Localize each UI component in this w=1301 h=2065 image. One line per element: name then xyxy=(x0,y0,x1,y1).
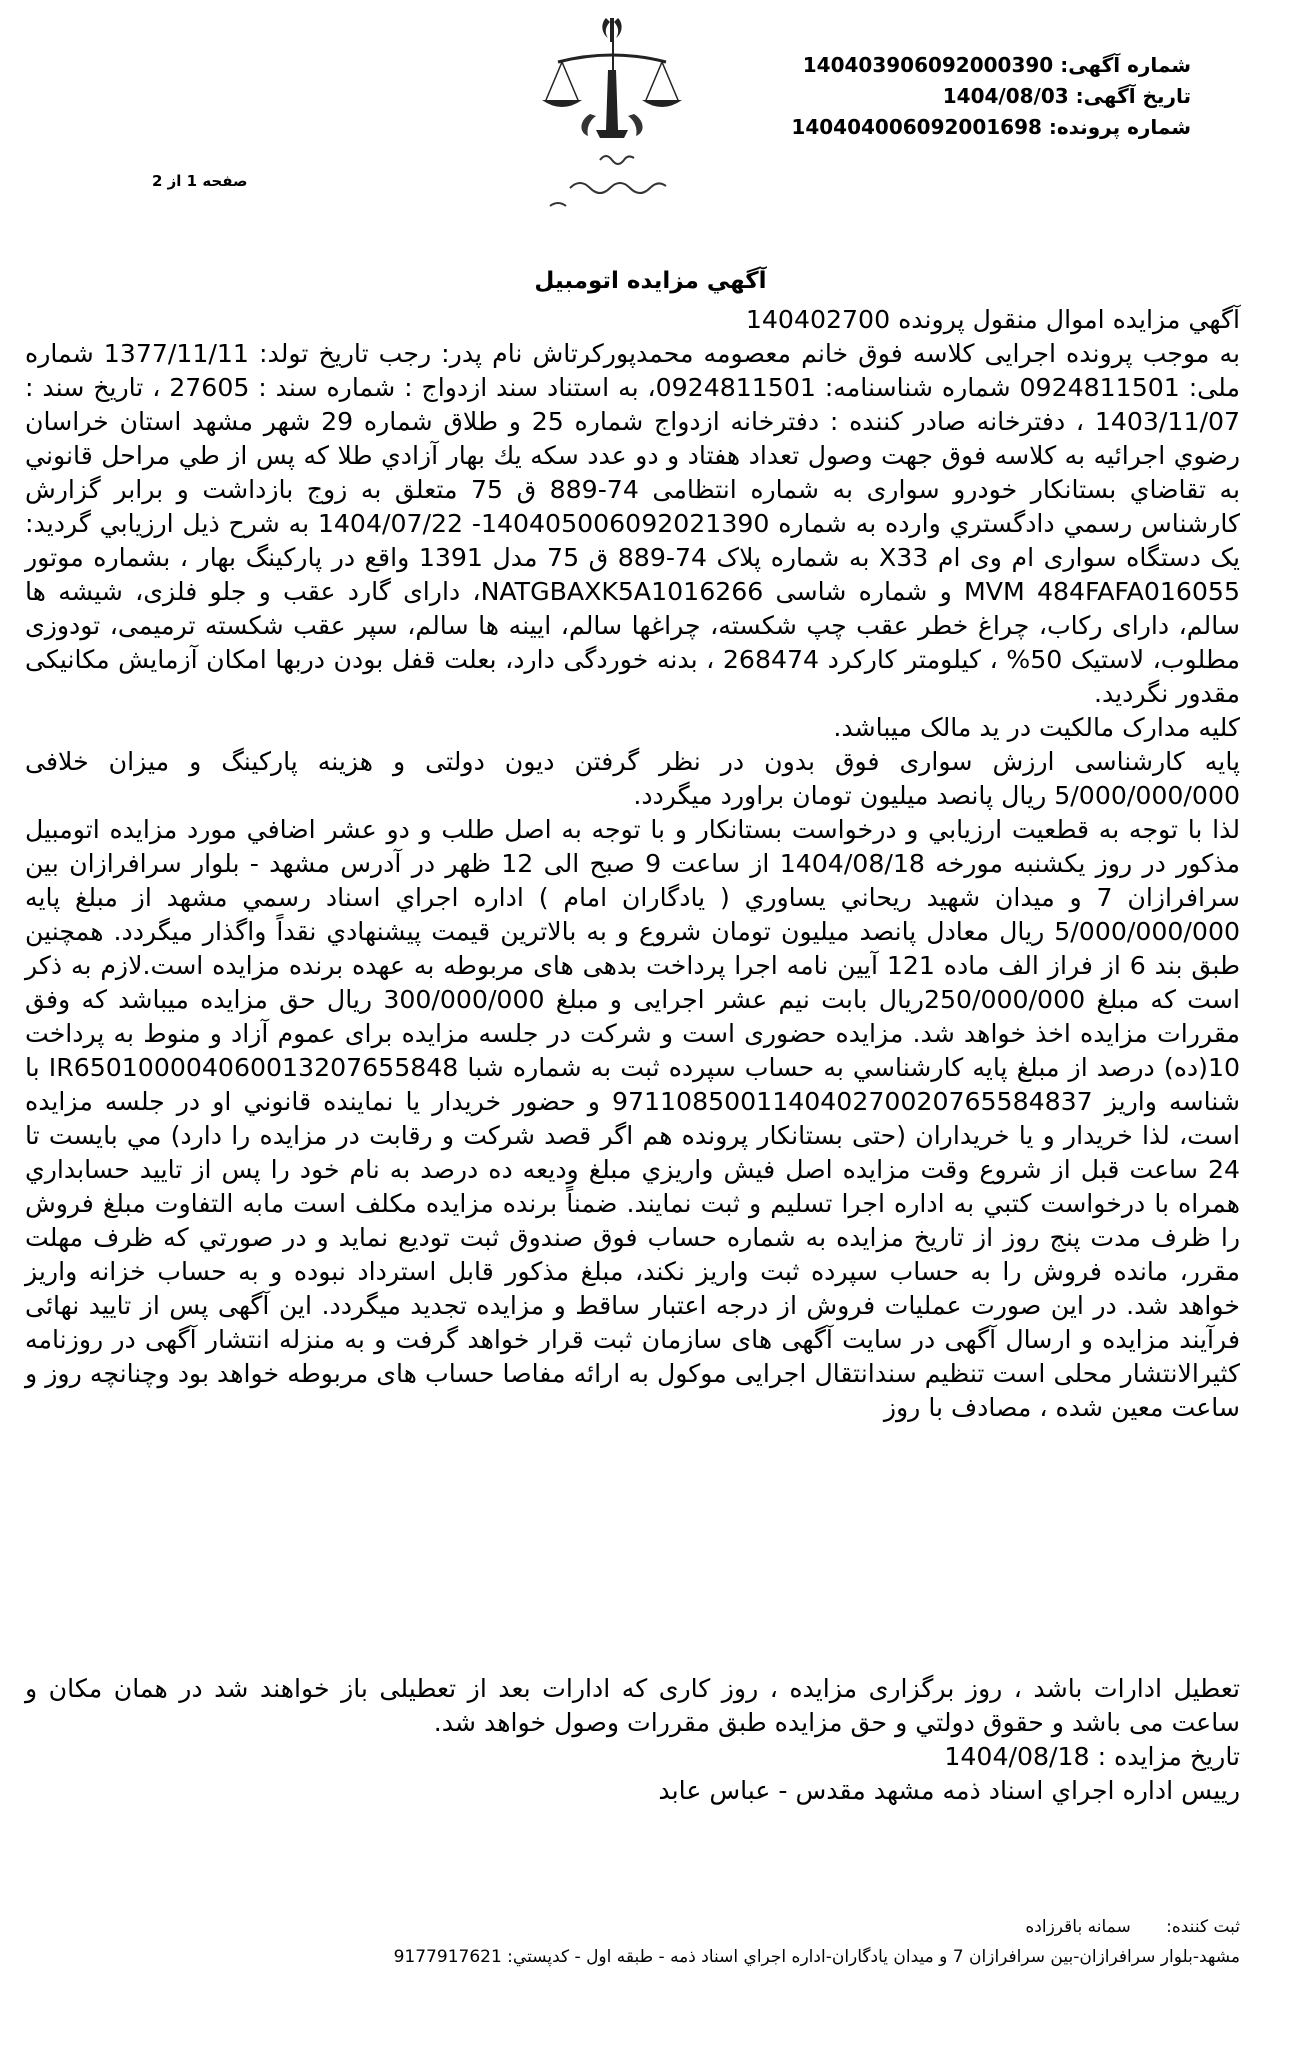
registrant-row xyxy=(25,1917,1240,1937)
footer-address: مشهد-بلوار سرافرازان-بین سرافرازان 7 و میدان یادگاران-اداره اجراي اسناد ذمه - طبقه اول - کدپستي: 9177917621 xyxy=(393,1947,1240,1967)
notice-body xyxy=(25,303,1240,1425)
ad-date-row xyxy=(791,81,1191,112)
case-number: 140404006092001698 xyxy=(791,115,1042,139)
auction-date-line: تاریخ مزایده : 1404/08/18 xyxy=(944,1742,1240,1771)
paragraph-base-value: پایه کارشناسی ارزش سواری فوق بدون در نظر گرفتن دیون دولتی و هزینه پارکینگ و میزان خلافی 5/000/000/000 ریال پانصد میلیون تومان براورد میگردد. xyxy=(25,747,1240,810)
footer xyxy=(25,1917,1240,1967)
notice-subtitle: آگهي مزايده اموال منقول پرونده 140402700 xyxy=(745,305,1240,334)
registrant-label: ثبت کننده: xyxy=(1166,1917,1240,1937)
ad-date-label: تاریخ آگهی: xyxy=(1075,84,1191,108)
ad-date: 1404/08/03 xyxy=(942,84,1069,108)
paragraph-holiday-clause: تعطیل ادارات باشد ، روز برگزاری مزایده ، روز کاری که ادارات بعد از تعطیلی باز خواهند شد در همان مکان و ساعت می باشد و حقوق دولتي و حق مزايده طبق مقررات وصول خواهد شد. xyxy=(25,1674,1240,1737)
registrant-name: سمانه باقرزاده xyxy=(1025,1917,1131,1937)
ad-number-label: شماره آگهی: xyxy=(1060,53,1191,77)
header-metadata xyxy=(791,50,1191,143)
paragraph-ownership: کلیه مدارک مالکیت در ید مالک میباشد. xyxy=(833,713,1240,742)
case-number-row xyxy=(791,112,1191,143)
case-number-label: شماره پرونده: xyxy=(1048,115,1191,139)
notice-title: آگهي مزايده اتومبيل xyxy=(534,268,767,294)
ad-number: 140403906092000390 xyxy=(802,53,1054,77)
ad-number-row xyxy=(791,50,1191,81)
signature-line: رییس اداره اجراي اسناد ذمه مشهد مقدس - عباس عابد xyxy=(658,1776,1240,1805)
page-indicator: صفحه 1 از 2 xyxy=(152,172,248,190)
notice-tail xyxy=(25,1672,1240,1808)
paragraph-case-details: به موجب پرونده اجرایی کلاسه فوق خانم معصومه محمدپورکرتاش نام پدر: رجب تاریخ تولد: 1377/11/11 شماره ملی: 0924811501 شماره شناسنامه: 0924811501، به استناد سند ازدواج : شماره سند : 27605 ، تاریخ سند : 1403/11/07 ، دفترخانه صادر کننده : دفترخانه ازدواج شماره 25 و طلاق شماره 29 شهر مشهد استان خراسان رضوي اجرائيه به كلاسه فوق جهت وصول تعداد هفتاد و دو عدد سكه يك بهار آزادي طلا كه پس از طي مراحل قانوني به تقاضاي بستانكار خودرو سواری به شماره انتظامی 74-889 ق 75 متعلق به زوج بازداشت و برابر گزارش كارشناس رسمي دادگستري وارده به شماره 140405006092021390- 1404/07/22 به شرح ذیل ارزيابي گرديد: یک دستگاه سواری ام وی ام X33 به شماره پلاک 74-889 ق 75 مدل 1391 واقع در پارکینگ بهار ، بشماره موتور MVM 484FAFA016055 و شماره شاسی NATGBAXK5A1016266، دارای گارد عقب و جلو فلزی، شیشه ها سالم، دارای رکاب، چراغ خطر عقب چپ شکسته، چراغها سالم، ایینه ها سالم، سپر عقب شکسته ترمیمی، تودوزی مطلوب، لاستیک 50% ، کیلومتر کارکرد 268474 ، بدنه خوردگی دارد، بعلت قفل بودن دربها امکان آزمایش مکانیکی مقدور نگردید. xyxy=(25,339,1241,708)
paragraph-auction-terms: لذا با توجه به قطعيت ارزيابي و درخواست بستانكار و با توجه به اصل طلب و دو عشر اضافي مورد مزايده اتومبیل مذکور در روز یکشنبه مورخه 1404/08/18 از ساعت 9 صبح الی 12 ظهر در آدرس مشهد - بلوار سرافرازان بين سرافرازان 7 و ميدان شهيد ريحاني يساوري ( يادگاران امام ) اداره اجراي اسناد رسمي مشهد از مبلغ پایه 5/000/000/000 ریال معادل پانصد میلیون تومان شروع و به بالاترين قيمت پيشنهادي نقداً واگذار ميگردد. همچنین طبق بند 6 از فراز الف ماده 121 آیین نامه اجرا پرداخت بدهی های مربوطه به عهده برنده مزایده است.لازم به ذکر است که مبلغ 250/000/000ریال بابت نیم عشر اجرایی و مبلغ 300/000/000 ریال حق مزایده میباشد که وفق مقررات مزایده اخذ خواهد شد. مزایده حضوری است و شرکت در جلسه مزایده برای عموم آزاد و منوط به پرداخت 10(ده) درصد از مبلغ پایه کارشناسي به حساب سپرده ثبت به شماره شبا IR650100004060013207655848 با شناسه واریز 971108500114040270020765584837 و حضور خريدار يا نماينده قانوني او در جلسه مزايده است، لذا خریدار و یا خریداران (حتی بستانکار پرونده هم اگر قصد شرکت و رقابت در مزایده را دارد) مي بايست تا 24 ساعت قبل از شروع وقت مزايده اصل فيش واريزي مبلغ وديعه ده درصد به نام خود را پس از تاييد حسابداري همراه با درخواست كتبي به اداره اجرا تسليم و ثبت نمايند. ضمناً برنده مزایده مکلف است مابه التفاوت مبلغ فروش را ظرف مدت پنج روز از تاریخ مزایده به شماره حساب فوق صندوق ثبت تودیع نماید و در صورتي كه ظرف مهلت مقرر، مانده فروش را به حساب سپرده ثبت واريز نكند، مبلغ مذكور قابل استرداد نبوده و به حساب خزانه واريز خواهد شد. در اين صورت عمليات فروش از درجه اعتبار ساقط و مزايده تجديد ميگردد. اين آگهی پس از تایید نهائی فرآیند مزایده و ارسال آگهی در سایت آگهی های سازمان ثبت قرار خواهد گرفت و به منزله انتشار آگهی در روزنامه کثیرالانتشار محلی است تنظیم سندانتقال اجرایی موکول به ارائه مفاصا حساب های مربوطه خواهد بود وچنانچه روز و ساعت معین شده ، مصادف با روز xyxy=(25,815,1240,1422)
judiciary-emblem-icon xyxy=(530,10,695,225)
